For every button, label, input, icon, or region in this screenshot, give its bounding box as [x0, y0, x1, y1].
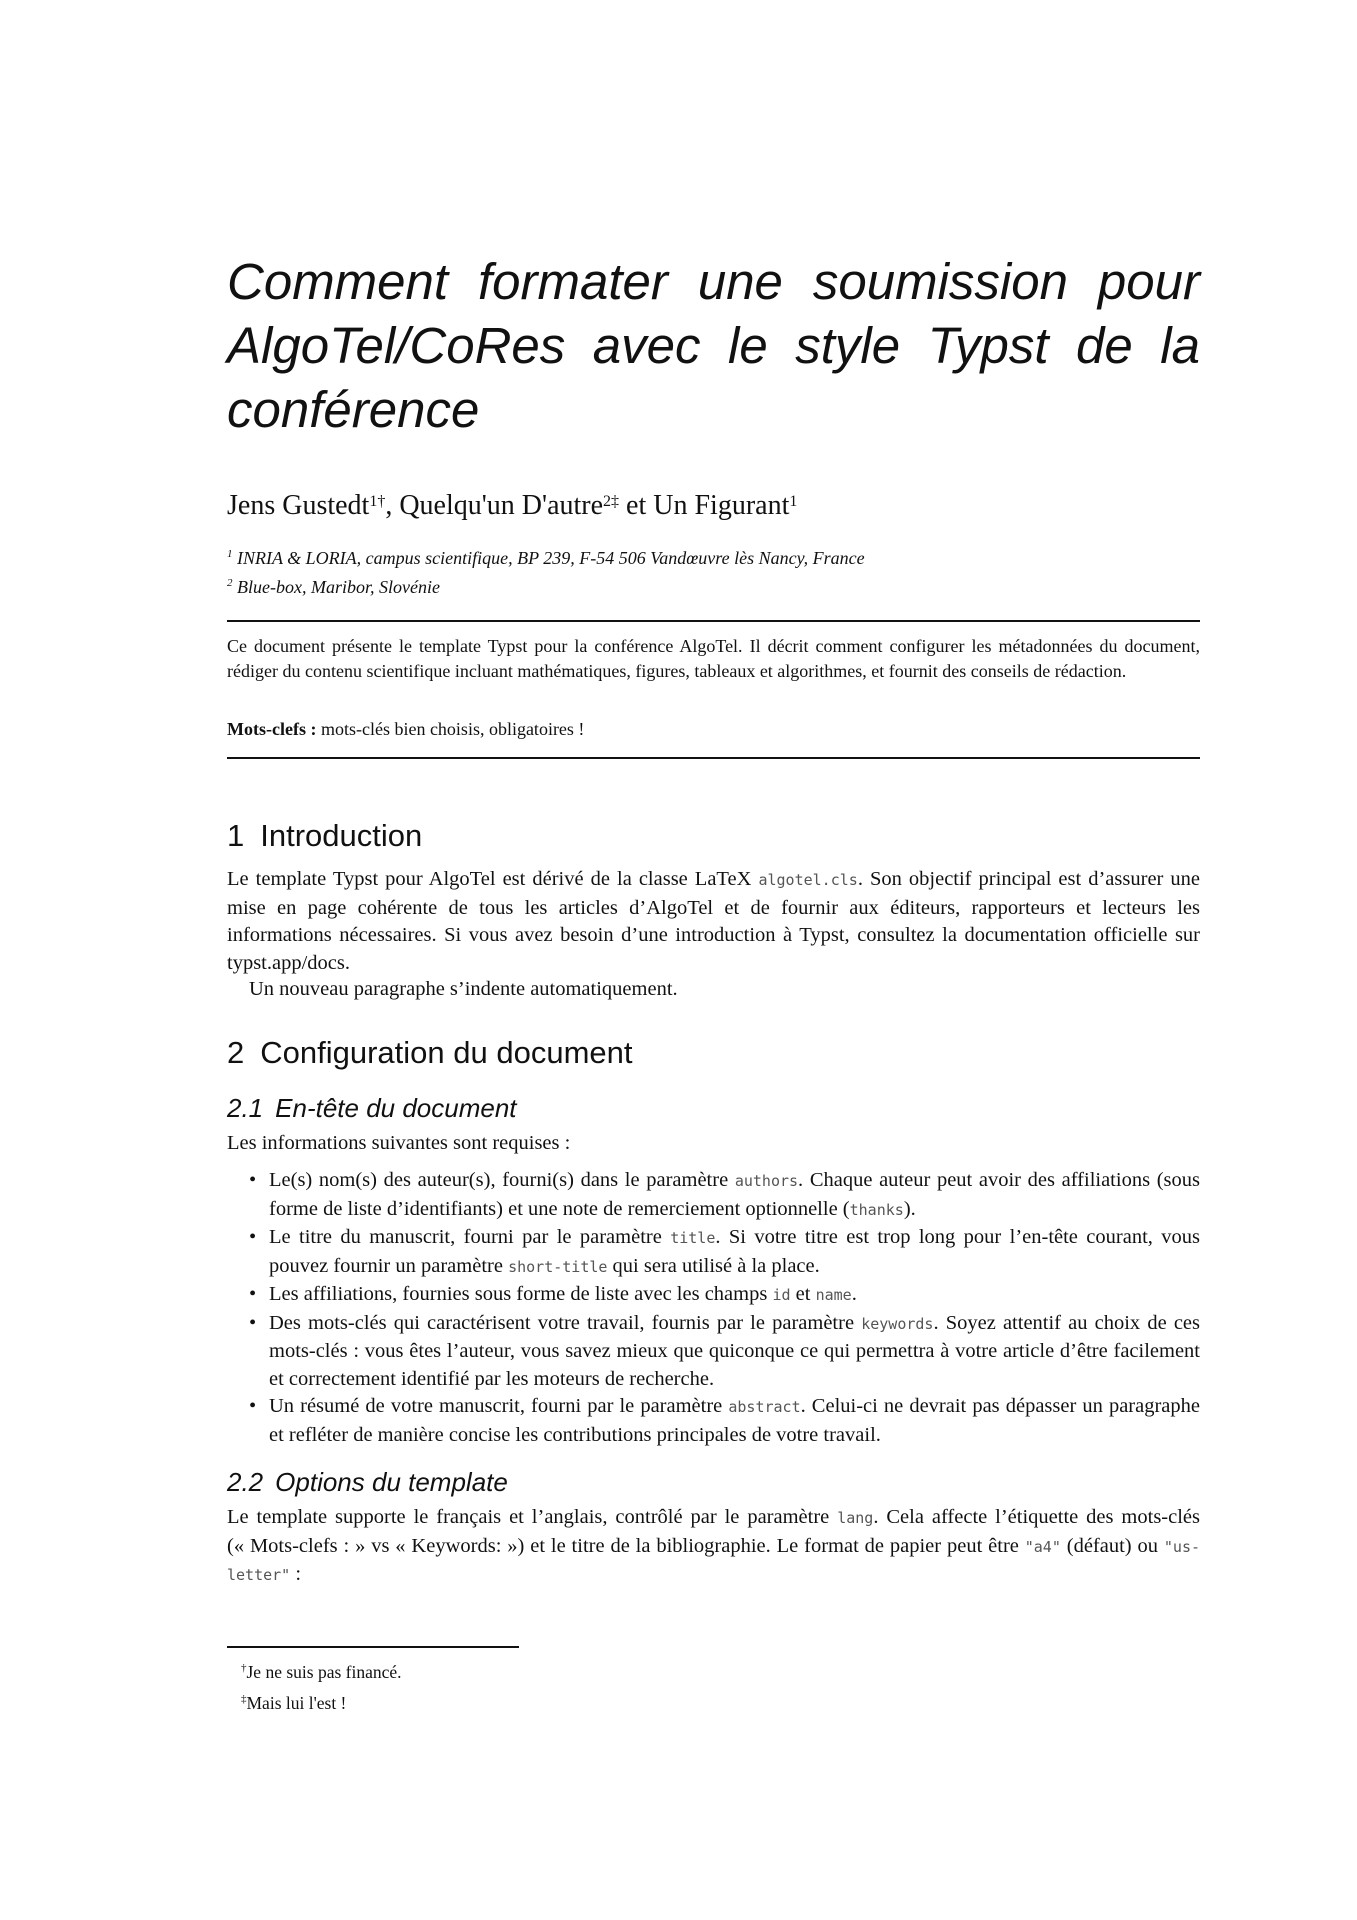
author-marks: 1†: [369, 493, 386, 510]
text-run: Le(s) nom(s) des auteur(s), fourni(s) dans le paramètre: [269, 1169, 735, 1191]
text-run: Le titre du manuscrit, fourni par le paramètre: [269, 1226, 671, 1248]
inline-code: algotel.cls: [758, 871, 858, 889]
text-run: (défaut) ou: [1060, 1534, 1164, 1557]
inline-code: lang: [837, 1509, 874, 1527]
text-run: Le template Typst pour AlgoTel est dérivé de la classe LaTeX: [227, 868, 759, 890]
list-item: [227, 1310, 1200, 1394]
text-run: :: [290, 1563, 302, 1585]
text-run: qui sera utilisé à la place.: [607, 1254, 820, 1277]
list-item: [227, 1167, 1200, 1224]
subsection-title: Options du template: [275, 1467, 508, 1497]
author-name: Quelqu'un D'autre: [399, 490, 604, 521]
inline-code: "us-letter": [227, 1537, 1201, 1584]
subsection-heading-header: [227, 1092, 1200, 1124]
inline-code: "a4": [1024, 1537, 1061, 1556]
author-name: Jens Gustedt: [227, 490, 370, 521]
intro-paragraph-2: Un nouveau paragraphe s’indente automatiquement.: [249, 978, 678, 1000]
keywords-value: mots-clés bien choisis, obligatoires !: [320, 719, 585, 739]
author-separator: et: [619, 490, 654, 521]
subsection-title: En-tête du document: [275, 1093, 517, 1123]
intro-paragraph: [227, 866, 1200, 977]
bullet: •: [249, 1169, 257, 1191]
footnote-text: Mais lui l'est !: [246, 1692, 347, 1713]
text-run: . Soyez attentif au choix de ces mots-clés : vous êtes l’auteur, vous savez mieux que quiconque ce qui permettra à votre article d’être facilement et correctement identifié par les moteurs de recherche.: [269, 1311, 1200, 1390]
abstract-bottom-rule: [227, 757, 1200, 759]
text-run: . Si votre titre est trop long pour l’en-tête courant, vous pouvez fournir un paramètre: [269, 1226, 1201, 1277]
text-run: . Cela affecte l’étiquette des mots-clés (« Mots-clefs : » vs « Keywords: ») et le titre de la bibliographie. Le format de papier peut être: [227, 1506, 1200, 1557]
author-list: [227, 488, 1200, 524]
inline-code: thanks: [849, 1200, 904, 1219]
keywords-line: [227, 717, 1200, 742]
section-number: 1: [227, 818, 245, 853]
affiliation-id: 2: [227, 577, 233, 589]
bullet: •: [249, 1395, 257, 1417]
subsection-number: 2.1: [227, 1093, 264, 1123]
footnote-item: [241, 1686, 1141, 1717]
inline-code: title: [670, 1229, 716, 1247]
subsection-heading-options: [227, 1466, 1200, 1498]
author-marks: 2‡: [603, 493, 620, 510]
text-run: . Celui-ci ne devrait pas dépasser un paragraphe et refléter de manière concise les contributions principales de votre travail.: [269, 1395, 1200, 1446]
abstract-text: Ce document présente le template Typst pour la conférence AlgoTel. Il décrit comment configurer les métadonnées du document, rédiger du contenu scientifique incluant mathématiques, figures, tableaux et algorithmes, et fournit des conseils de rédaction.: [227, 636, 1200, 681]
list-item: [227, 1281, 1200, 1310]
affiliation-item: [227, 542, 1200, 571]
footnote-rule: [227, 1646, 519, 1648]
inline-code: authors: [734, 1172, 799, 1190]
keywords-label: Mots-clefs :: [227, 719, 317, 739]
affiliation-id: 1: [227, 548, 233, 560]
list-item: [227, 1224, 1200, 1281]
affiliation-name: INRIA & LORIA, campus scientifique, BP 239, F-54 506 Vandœuvre lès Nancy, France: [237, 548, 865, 568]
text-run: . Son objectif principal est d’assurer une mise en page cohérente de tous les articles d’AlgoTel et de fournir aux éditeurs, rapporteurs et lecteurs les informations nécessaires. Si vous avez besoin d’une introduction à Typst, consultez la documentation officielle sur typst.app/docs.: [227, 868, 1200, 974]
subsection-number: 2.2: [227, 1467, 264, 1497]
footnote-item: [241, 1655, 1141, 1686]
abstract-top-rule: [227, 620, 1200, 622]
inline-code: keywords: [861, 1314, 934, 1333]
required-info-list: [227, 1167, 1200, 1449]
inline-code: id: [772, 1286, 791, 1304]
footnote-mark: ‡: [241, 1692, 247, 1705]
header-intro-paragraph: Les informations suivantes sont requises :: [227, 1132, 571, 1154]
footnote-mark: †: [241, 1662, 247, 1674]
inline-code: short-title: [508, 1257, 608, 1276]
affiliation-name: Blue-box, Maribor, Slovénie: [237, 577, 440, 597]
options-paragraph: [227, 1504, 1200, 1590]
section-heading-configuration: [227, 1034, 1200, 1072]
affiliation-item: [227, 571, 1200, 600]
text-run: et: [790, 1283, 816, 1305]
footnote-text: Je ne suis pas financé.: [246, 1661, 402, 1682]
author-separator: ,: [385, 490, 400, 521]
section-heading-introduction: [227, 817, 1200, 855]
list-item: [227, 1393, 1200, 1449]
author-marks: 1: [789, 493, 798, 510]
affiliation-list: [227, 542, 1200, 600]
text-run: Des mots-clés qui caractérisent votre travail, fournis par le paramètre: [269, 1311, 862, 1334]
text-run: Un résumé de votre manuscrit, fourni par le paramètre: [269, 1395, 729, 1417]
section-number: 2: [227, 1035, 245, 1070]
paper-title: Comment formater une soumission pour AlgoTel/CoRes avec le style Typst de la conférence: [227, 253, 1200, 438]
inline-code: name: [815, 1286, 852, 1304]
text-run: Le template supporte le français et l’anglais, contrôlé par le paramètre: [227, 1506, 838, 1528]
inline-code: abstract: [728, 1398, 801, 1416]
text-run: Les affiliations, fournies sous forme de liste avec les champs: [269, 1283, 773, 1305]
author-name: Un Figurant: [653, 490, 790, 521]
footnotes: [241, 1655, 1141, 1717]
bullet: •: [249, 1283, 257, 1305]
text-run: ).: [903, 1197, 916, 1220]
text-run: . Chaque auteur peut avoir des affiliations (sous forme de liste d’identifiants) et une note de remerciement optionnelle (: [269, 1169, 1200, 1220]
section-title: Configuration du document: [260, 1035, 633, 1070]
text-run: .: [851, 1283, 857, 1305]
bullet: •: [249, 1226, 257, 1248]
bullet: •: [249, 1311, 257, 1334]
section-title: Introduction: [260, 818, 423, 853]
